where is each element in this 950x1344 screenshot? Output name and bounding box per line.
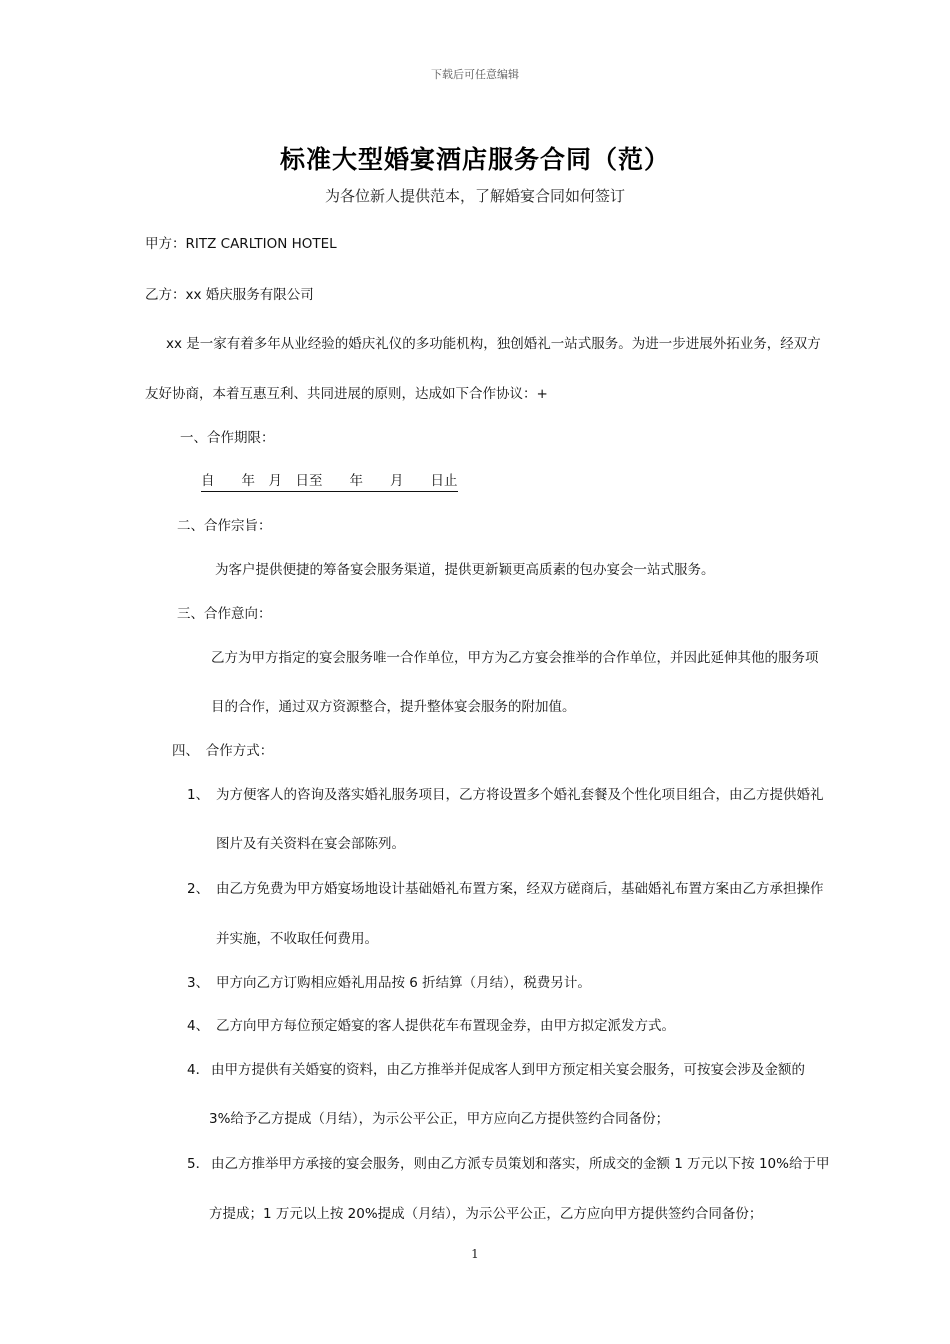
list-item-line-2: 并实施，不收取任何费用。: [216, 931, 378, 947]
section-1-heading: 一、合作期限：: [180, 430, 275, 446]
list-item-line-1: 乙方向甲方每位预定婚宴的客人提供花车布置现金券，由甲方拟定派发方式。: [216, 1018, 675, 1034]
list-item-line-1: 为方便客人的咨询及落实婚礼服务项目，乙方将设置多个婚礼套餐及个性化项目组合，由乙方提供婚礼: [216, 787, 824, 803]
party-b: 乙方：xx 婚庆服务有限公司: [145, 287, 314, 303]
list-item-number: 4．: [187, 1062, 210, 1078]
term-period-line: [201, 472, 458, 492]
list-item-number: 3、: [187, 975, 210, 991]
list-item-line-2: 图片及有关资料在宴会部陈列。: [216, 836, 405, 852]
intro-line-2: 友好协商，本着互惠互利、共同进展的原则，达成如下合作协议：+: [145, 386, 548, 402]
section-2-heading: 二、合作宗旨：: [177, 518, 272, 534]
list-item-number: 5．: [187, 1156, 210, 1172]
list-item-number: 4、: [187, 1018, 210, 1034]
document-subtitle: 为各位新人提供范本，了解婚宴合同如何签订: [324, 187, 625, 205]
intro-line-1: xx 是一家有着多年从业经验的婚庆礼仪的多功能机构，独创婚礼一站式服务。为进一步进展外拓业务，经双方: [166, 336, 821, 352]
list-item-line-1: 由乙方推举甲方承接的宴会服务，则由乙方派专员策划和落实，所成交的金额 1 万元以下按 10%给于甲: [211, 1156, 830, 1172]
section-3-line-1: 乙方为甲方指定的宴会服务唯一合作单位，甲方为乙方宴会推举的合作单位，并因此延伸其他的服务项: [211, 650, 819, 666]
list-item-number: 1、: [187, 787, 210, 803]
page-number: 1: [471, 1247, 479, 1261]
list-item-line-2: 3%给予乙方提成（月结），为示公平公正，甲方应向乙方提供签约合同备份；: [209, 1111, 670, 1127]
list-item-line-1: 由乙方免费为甲方婚宴场地设计基础婚礼布置方案，经双方磋商后，基础婚礼布置方案由乙方承担操作: [216, 881, 824, 897]
list-item-line-1: 甲方向乙方订购相应婚礼用品按 6 折结算（月结），税费另计。: [216, 975, 591, 991]
header-note: 下载后可任意编辑: [431, 68, 519, 81]
section-4-heading: 四、 合作方式：: [172, 743, 274, 759]
document-title: 标准大型婚宴酒店服务合同（范）: [279, 145, 670, 174]
section-3-heading: 三、合作意向：: [177, 606, 272, 622]
list-item-line-1: 由甲方提供有关婚宴的资料，由乙方推举并促成客人到甲方预定相关宴会服务，可按宴会涉及金额的: [211, 1062, 805, 1078]
party-a: 甲方：RITZ CARLTION HOTEL: [145, 236, 337, 252]
term-period-text: 自 年 月 日至 年 月 日止: [201, 472, 458, 492]
list-item-number: 2、: [187, 881, 210, 897]
section-3-line-2: 目的合作，通过双方资源整合，提升整体宴会服务的附加值。: [211, 699, 576, 715]
list-item-line-2: 方提成；1 万元以上按 20%提成（月结），为示公平公正，乙方应向甲方提供签约合同备份；: [209, 1206, 763, 1222]
section-2-body: 为客户提供便捷的筹备宴会服务渠道，提供更新颖更高质素的包办宴会一站式服务。: [215, 562, 715, 578]
